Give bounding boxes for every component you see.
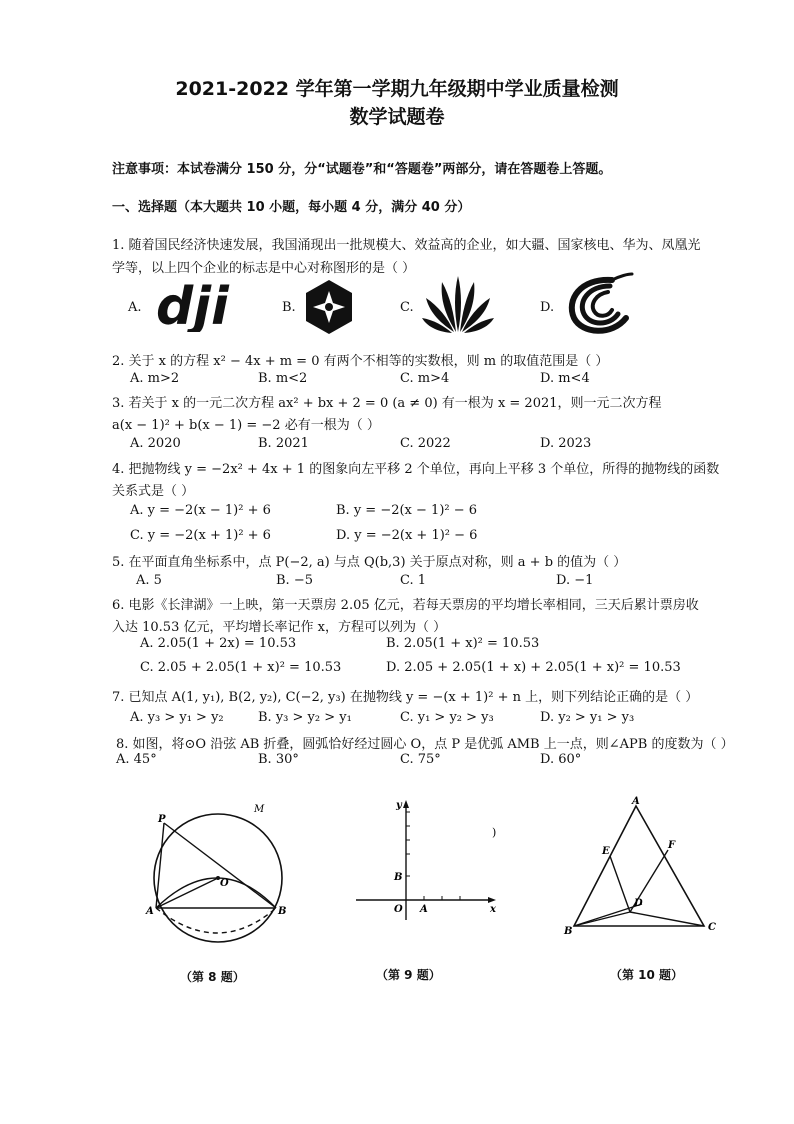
figure-10 [562,794,722,940]
q6-option-a: A. 2.05(1 + 2x) = 10.53 [140,636,297,651]
huawei-logo [420,272,496,334]
q3-option-d: D. 2023 [540,436,592,451]
q7-option-d: D. y₂ > y₁ > y₃ [540,710,635,725]
figure-8 [140,798,300,978]
fig8-label-p: P [158,814,166,825]
q1-option-d-label: D. [540,300,555,315]
fig8-label-b: B [278,906,287,917]
q6-stem-line2: 入达 10.53 亿元，平均增长率记作 x，方程可以列为（ ） [112,620,447,635]
phoenix-logo [560,270,636,338]
q6-option-b: B. 2.05(1 + x)² = 10.53 [386,636,540,651]
q7-option-b: B. y₃ > y₂ > y₁ [258,710,352,725]
q3-option-a: A. 2020 [130,436,181,451]
q2-option-b: B. m<2 [258,371,308,386]
q3-stem-line1: 3. 若关于 x 的一元二次方程 ax² + bx + 2 = 0 (a ≠ 0) 有一根为 x = 2021，则一元二次方程 [112,396,662,411]
fig9-label-o: O [394,904,403,915]
svg-text:): ) [492,826,497,839]
q5-option-a: A. 5 [136,573,162,588]
q4-option-c: C. y = −2(x + 1)² + 6 [130,528,271,543]
q5-stem: 5. 在平面直角坐标系中，点 P(−2, a) 与点 Q(b,3) 关于原点对称，则 a + b 的值为（ ） [112,555,627,570]
fig9-caption: （第 9 题） [376,968,441,982]
q7-option-c: C. y₁ > y₂ > y₃ [400,710,494,725]
nuclear-logo [300,278,358,336]
fig9-label-x: x [490,904,496,915]
q1-stem-line1: 1. 随着国民经济快速发展，我国涌现出一批规模大、效益高的企业，如大疆、国家核电、华为、凤凰光 [112,238,701,253]
q4-option-b: B. y = −2(x − 1)² − 6 [336,503,478,518]
q6-option-d: D. 2.05 + 2.05(1 + x) + 2.05(1 + x)² = 10.53 [386,660,681,675]
page-title: 2021-2022 学年第一学期九年级期中学业质量检测 [175,78,619,100]
notice: 注意事项：本试卷满分 150 分，分“试题卷”和“答题卷”两部分，请在答题卷上答题。 [112,162,612,177]
q8-stem: 8. 如图，将⊙O 沿弦 AB 折叠，圆弧恰好经过圆心 O，点 P 是优弧 AMB 上一点，则∠APB 的度数为（ ） [116,737,734,752]
fig10-label-b: B [564,926,573,937]
q1-option-c-label: C. [400,300,414,315]
fig9-label-b: B [394,872,403,883]
fig8-label-o: O [220,878,229,889]
fig9-label-y: y [396,800,402,811]
fig8-label-m: M [254,804,265,815]
q5-option-b: B. −5 [276,573,313,588]
q2-option-c: C. m>4 [400,371,450,386]
fig10-label-f: F [668,840,676,851]
q1-option-a-label: A. [128,300,142,315]
q2-option-a: A. m>2 [130,371,180,386]
fig8-caption: （第 8 题） [180,970,245,984]
fig10-label-d: D [634,898,643,909]
q8-option-c: C. 75° [400,752,441,767]
q5-option-d: D. −1 [556,573,594,588]
q3-option-b: B. 2021 [258,436,309,451]
q8-option-d: D. 60° [540,752,582,767]
q7-stem: 7. 已知点 A(1, y₁), B(2, y₂), C(−2, y₃) 在抛物线 y = −(x + 1)² + n 上，则下列结论正确的是（ ） [112,690,699,705]
fig9-label-a: A [420,904,428,915]
q7-option-a: A. y₃ > y₁ > y₂ [130,710,224,725]
q6-option-c: C. 2.05 + 2.05(1 + x)² = 10.53 [140,660,342,675]
q6-stem-line1: 6. 电影《长津湖》一上映，第一天票房 2.05 亿元，若每天票房的平均增长率相同，三天后累计票房收 [112,598,699,613]
q3-stem-line2: a(x − 1)² + b(x − 1) = −2 必有一根为（ ） [112,418,380,433]
page-subtitle: 数学试题卷 [349,106,445,128]
q4-option-d: D. y = −2(x + 1)² − 6 [336,528,478,543]
figure-9 [352,796,502,926]
q8-option-a: A. 45° [116,752,157,767]
fig10-label-a: A [632,796,640,807]
fig8-label-a: A [146,906,154,917]
fig10-label-e: E [602,846,610,857]
dji-logo [154,280,250,332]
q4-stem-line1: 4. 把抛物线 y = −2x² + 4x + 1 的图象向左平移 2 个单位，再向上平移 3 个单位，所得的抛物线的函数 [112,462,720,477]
dji-logo-text: dji [156,280,229,332]
q2-option-d: D. m<4 [540,371,590,386]
q8-option-b: B. 30° [258,752,299,767]
section-heading: 一、选择题（本大题共 10 小题，每小题 4 分，满分 40 分） [112,200,471,215]
q2-stem: 2. 关于 x 的方程 x² − 4x + m = 0 有两个不相等的实数根，则 m 的取值范围是（ ） [112,354,609,369]
q5-option-c: C. 1 [400,573,427,588]
fig10-caption: （第 10 题） [610,968,684,982]
q1-option-b-label: B. [282,300,296,315]
q3-option-c: C. 2022 [400,436,451,451]
q4-stem-line2: 关系式是（ ） [112,484,195,499]
fig10-label-c: C [708,922,716,933]
q1-stem-line2: 学等，以上四个企业的标志是中心对称图形的是（ ） [112,261,416,276]
q4-option-a: A. y = −2(x − 1)² + 6 [130,503,271,518]
